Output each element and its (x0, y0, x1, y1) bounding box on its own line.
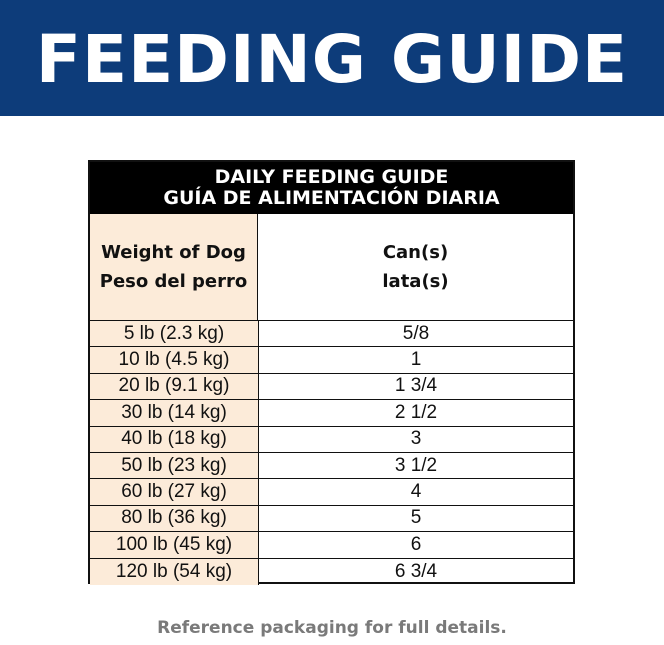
table-row (90, 400, 573, 426)
weight-cell: 5 lb (2.3 kg) (90, 321, 259, 346)
weight-header-english: Weight of Dog (101, 242, 246, 263)
amount-cell: 1 3/4 (394, 375, 438, 397)
table-body (90, 321, 573, 585)
table-row (90, 479, 573, 505)
weight-cell: 60 lb (27 kg) (90, 479, 259, 504)
table-title-english: DAILY FEEDING GUIDE (214, 166, 449, 188)
weight-cell: 80 lb (36 kg) (90, 506, 259, 531)
table-title-spanish: GUÍA DE ALIMENTACIÓN DIARIA (163, 187, 500, 209)
table-row (90, 453, 573, 479)
table-row (90, 347, 573, 373)
cans-column-header (258, 214, 573, 320)
amount-cell: 5/8 (402, 322, 430, 344)
weight-cell: 50 lb (23 kg) (90, 453, 259, 478)
table-row (90, 374, 573, 400)
cans-header-english: Can(s) (382, 242, 449, 263)
table-row (90, 559, 573, 585)
amount-cell: 2 1/2 (394, 401, 438, 423)
column-headers (90, 214, 573, 321)
amount-cell: 6 (410, 533, 422, 555)
table-row (90, 427, 573, 453)
weight-cell: 40 lb (18 kg) (90, 427, 259, 452)
table-row (90, 506, 573, 532)
table-row (90, 321, 573, 347)
weight-cell: 10 lb (4.5 kg) (90, 347, 259, 372)
amount-cell: 3 1/2 (394, 454, 438, 476)
footer-note: Reference packaging for full details. (157, 618, 507, 638)
weight-cell: 20 lb (9.1 kg) (90, 374, 259, 399)
title-banner (0, 0, 664, 116)
feeding-guide-table (88, 160, 575, 584)
weight-cell: 100 lb (45 kg) (90, 532, 259, 557)
amount-cell: 6 3/4 (394, 560, 438, 582)
weight-header-spanish: Peso del perro (99, 271, 248, 292)
amount-cell: 5 (410, 507, 422, 529)
cans-header-spanish: lata(s) (382, 271, 449, 292)
page-title: FEEDING GUIDE (35, 21, 629, 98)
amount-cell: 3 (410, 428, 422, 450)
weight-cell: 30 lb (14 kg) (90, 400, 259, 425)
table-row (90, 532, 573, 558)
amount-cell: 4 (410, 481, 422, 503)
weight-cell: 120 lb (54 kg) (90, 559, 259, 585)
weight-column-header (90, 214, 258, 320)
table-title (90, 162, 573, 214)
amount-cell: 1 (410, 349, 422, 371)
